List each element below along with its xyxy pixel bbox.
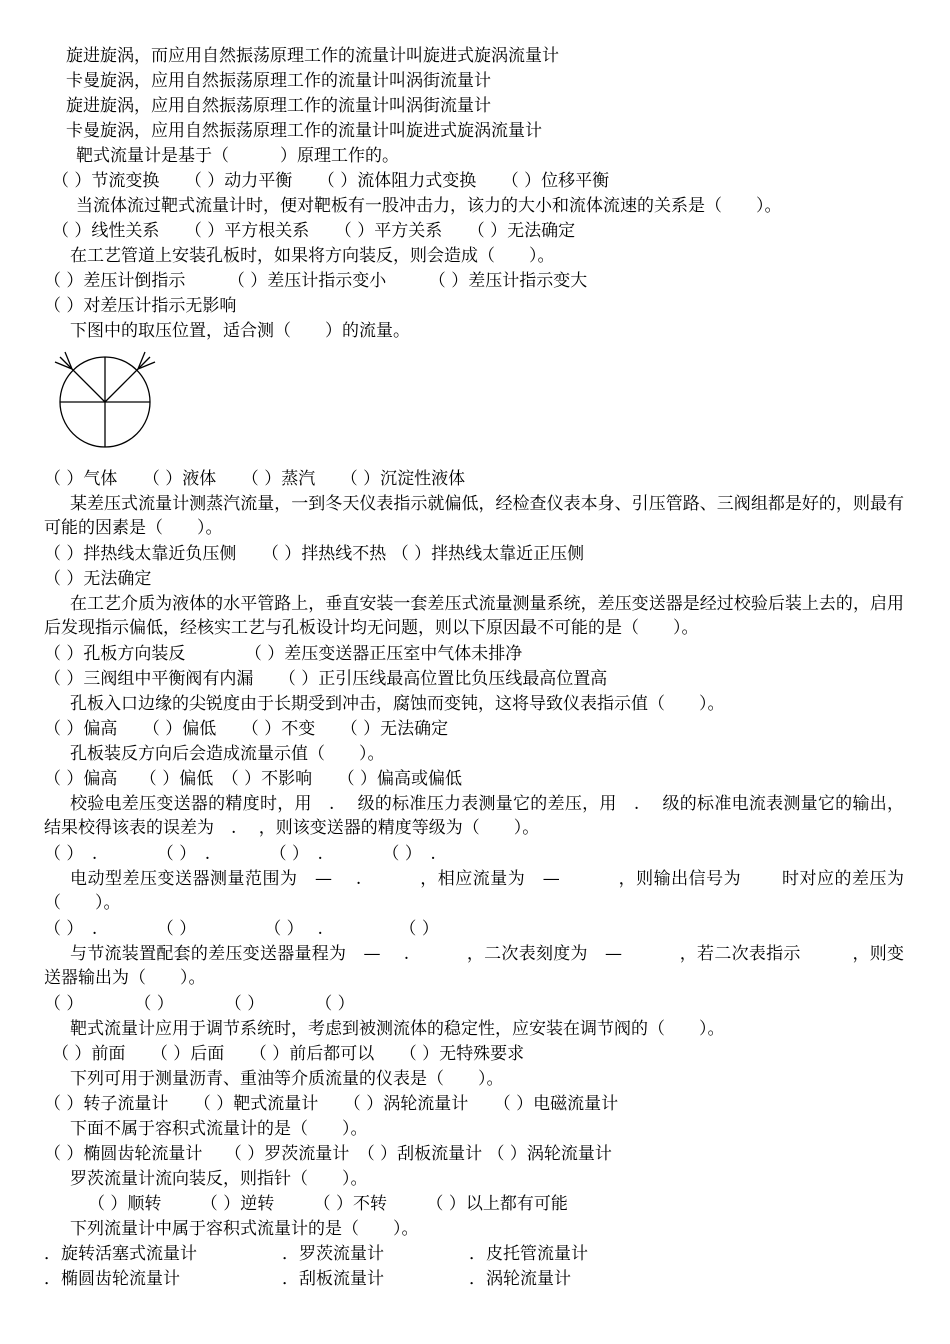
answer-options: ．椭圆齿轮流量计 ．刮板流量计 ．涡轮流量计 [44,1269,571,1289]
answer-options: （ ） . （ ） . （ ） . （ ） . [44,844,436,864]
question-text: 当流体流过靶式流量计时，便对靶板有一股冲击力，该力的大小和流体流速的关系是（ ）。 [76,196,782,216]
answer-options: （ ）节流变换 （ ）动力平衡 （ ）流体阻力式变换 （ ）位移平衡 [52,171,610,191]
text-line: 卡曼旋涡，应用自然振荡原理工作的流量计叫涡街流量计 [66,71,491,91]
question-text: 下列流量计中属于容积式流量计的是（ ）。 [70,1219,419,1239]
question-text: 某差压式流量计测蒸汽流量，一到冬天仪表指示就偏低，经检查仪表本身、引压管路、三阀组都是好的，则最有可能的因素是（ ）。 [44,494,904,538]
question-text: 下面不属于容积式流量计的是（ ）。 [70,1119,368,1139]
answer-options: （ ）顺转 （ ）逆转 （ ）不转 （ ）以上都有可能 [88,1194,568,1214]
answer-options: （ ）差压计倒指示 （ ）差压计指示变小 （ ）差压计指示变大 [44,271,588,291]
question-text: 与节流装置配套的差压变送器量程为 — . ，二次表刻度为 — ，若二次表指示 ，则变送器输出为（ ）。 [44,944,904,988]
answer-options: （ ）线性关系 （ ）平方根关系 （ ）平方关系 （ ）无法确定 [52,221,576,241]
answer-options: （ ）气体 （ ）液体 （ ）蒸汽 （ ）沉淀性液体 [44,469,466,489]
question-text: 靶式流量计是基于（ ）原理工作的。 [76,146,399,166]
text-line: 旋进旋涡，应用自然振荡原理工作的流量计叫涡街流量计 [66,96,491,116]
tap-line-left [72,369,105,402]
question-text: 下图中的取压位置，适合测（ ）的流量。 [70,321,410,341]
answer-options: （ ）转子流量计 （ ）靶式流量计 （ ）涡轮流量计 （ ）电磁流量计 [44,1094,619,1114]
question-text: 下列可用于测量沥青、重油等介质流量的仪表是（ ）。 [70,1069,504,1089]
answer-options: ．旋转活塞式流量计 ．罗茨流量计 ．皮托管流量计 [44,1244,588,1264]
text-line: 卡曼旋涡，应用自然振荡原理工作的流量计叫旋进式旋涡流量计 [66,121,542,141]
question-text: 在工艺管道上安装孔板时，如果将方向装反，则会造成（ ）。 [70,246,555,266]
question-text: 孔板装反方向后会造成流量示值（ ）。 [70,744,385,764]
answer-options: （ ）对差压计指示无影响 [44,296,237,316]
answer-options: （ ）孔板方向装反 （ ）差压变送器正压室中气体未排净 [44,644,523,664]
answer-options: （ ）拌热线太靠近负压侧 （ ）拌热线不热 （ ）拌热线太靠近正压侧 [44,544,585,564]
question-text: 靶式流量计应用于调节系统时，考虑到被测流体的稳定性，应安装在调节阀的（ ）。 [70,1019,725,1039]
answer-options: （ ） （ ） （ ） （ ） [44,994,355,1014]
question-text: 校验电差压变送器的精度时，用 . 级的标准压力表测量它的差压，用 . 级的标准电流表测量它的输出，结果校得该表的误差为 . ，则该变送器的精度等级为（ ）。 [44,794,904,838]
answer-options: （ ）偏高 （ ）偏低 （ ）不变 （ ）无法确定 [44,719,449,739]
text-line: 旋进旋涡，而应用自然振荡原理工作的流量计叫旋进式旋涡流量计 [66,46,559,66]
answer-options: （ ）无法确定 [44,569,152,589]
answer-options: （ ）前面 （ ）后面 （ ）前后都可以 （ ）无特殊要求 [52,1044,525,1064]
question-text: 罗茨流量计流向装反，则指针（ ）。 [70,1169,368,1189]
question-text: 在工艺介质为液体的水平管路上，垂直安装一套差压式流量测量系统，差压变送器是经过校验后装上去的，启用后发现指示偏低，经核实工艺与孔板设计均无问题，则以下原因最不可能的是（ ）。 [44,594,904,638]
question-text: 电动型差压变送器测量范围为 — . ，相应流量为 — ，则输出信号为 时对应的差压为（ ）。 [44,869,904,913]
question-text: 孔板入口边缘的尖锐度由于长期受到冲击，腐蚀而变钝，这将导致仪表指示值（ ）。 [70,694,725,714]
pressure-tap-diagram [52,350,162,454]
tap-line-right [105,369,138,402]
answer-options: （ ）偏高 （ ）偏低 （ ）不影响 （ ）偏高或偏低 [44,769,463,789]
answer-options: （ ）椭圆齿轮流量计 （ ）罗茨流量计 （ ）刮板流量计 （ ）涡轮流量计 [44,1144,612,1164]
answer-options: （ ）三阀组中平衡阀有内漏 （ ）正引压线最高位置比负压线最高位置高 [44,669,608,689]
answer-options: （ ） . （ ） （ ） . （ ） [44,919,439,939]
